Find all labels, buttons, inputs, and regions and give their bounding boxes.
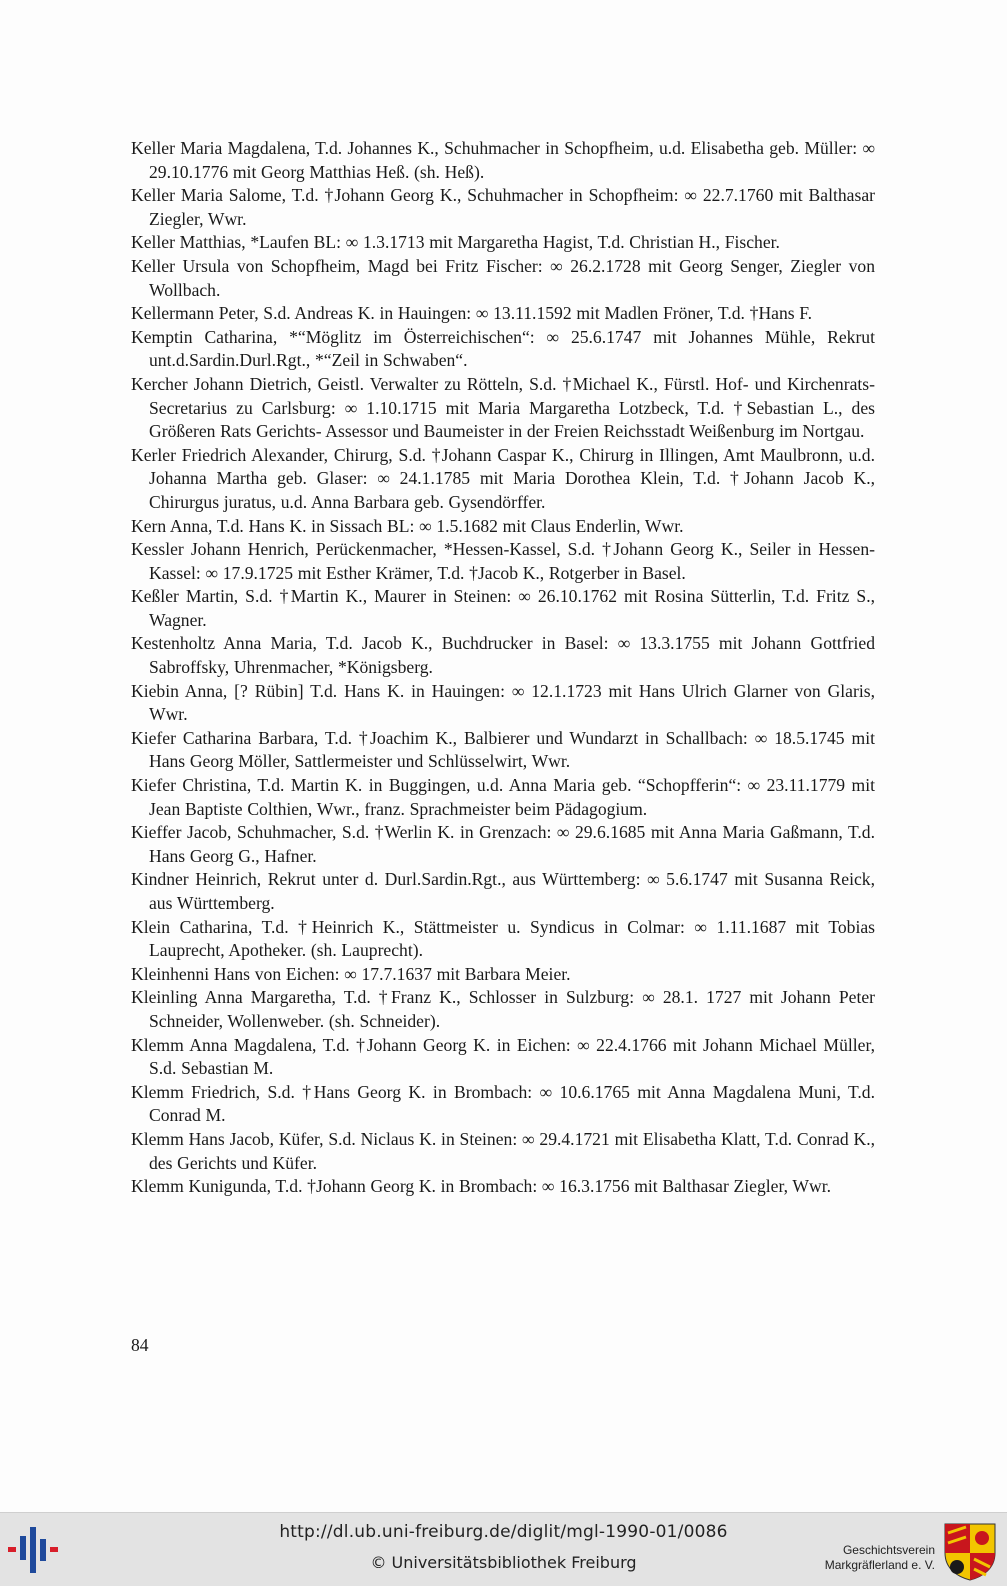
society-name-line1: Geschichtsverein (842, 1543, 935, 1557)
genealogy-entry: Keller Maria Salome, T.d. †Johann Georg K., Schuhmacher in Schopfheim: ∞ 22.7.1760 mit Balthasar Ziegler, Wwr. (131, 185, 875, 229)
genealogy-entry: Kiefer Catharina Barbara, T.d. †Joachim K., Balbierer und Wundarzt in Schallbach: ∞ 18.5.1745 mit Hans Georg Möller, Sattlermeister und Schlüsselwirt, Wwr. (131, 727, 875, 772)
genealogy-entry: Kleinhenni Hans von Eichen: ∞ 17.7.1637 mit Barbara Meier. (131, 963, 571, 984)
footer-copyright: © Universitätsbibliothek Freiburg (370, 1553, 637, 1572)
entry-list (131, 137, 875, 1199)
genealogy-entry: Keller Ursula von Schopfheim, Magd bei Fritz Fischer: ∞ 26.2.1728 mit Georg Senger, Ziegler von Wollbach. (131, 255, 875, 300)
page-number: 84 (131, 1335, 149, 1355)
genealogy-entry: Keller Maria Magdalena, T.d. Johannes K., Schuhmacher in Schopfheim, u.d. Elisabetha geb. Müller: ∞ 29.10.1776 mit Georg Matthias Heß. (sh. Heß). (131, 138, 875, 182)
genealogy-entry: Klemm Anna Magdalena, T.d. †Johann Georg K. in Eichen: ∞ 22.4.1766 mit Johann Michael Müller, S.d. Sebastian M. (131, 1034, 875, 1079)
genealogy-entry: Klemm Hans Jacob, Küfer, S.d. Niclaus K. in Steinen: ∞ 29.4.1721 mit Elisabetha Klatt, T.d. Conrad K., des Gerichts und Küfer. (131, 1128, 875, 1173)
genealogy-entry: Kercher Johann Dietrich, Geistl. Verwalter zu Rötteln, S.d. †Michael K., Fürstl. Hof- und Kirchenrats-Secretarius zu Carlsburg: ∞ 1.10.1715 mit Maria Margaretha Lotzbeck, T.d. †Sebastian L., des Größeren Rats Gerichts- Assessor und Baumeister in der Freien Reichsstadt Weißenburg im Nortgau. (131, 373, 875, 442)
genealogy-entry: Kiebin Anna, [? Rübin] T.d. Hans K. in Hauingen: ∞ 12.1.1723 mit Hans Ulrich Glarner von Glaris, Wwr. (131, 680, 875, 725)
footer-bar (0, 1512, 1007, 1586)
genealogy-entry: Kemptin Catharina, *“Möglitz im Österreichischen“: ∞ 25.6.1747 mit Johannes Mühle, Rekrut unt.d.Sardin.Durl.Rgt., *“Zeil in Schwaben“. (131, 326, 875, 371)
footer-url-link[interactable]: http://dl.ub.uni-freiburg.de/diglit/mgl-1990-01/0086 (279, 1522, 728, 1542)
genealogy-entry: Kleinling Anna Margaretha, T.d. †Franz K., Schlosser in Sulzburg: ∞ 28.1. 1727 mit Johann Peter Schneider, Wollenweber. (sh. Schneider). (131, 987, 875, 1031)
society-name-line2: Markgräflerland e. V. (824, 1558, 935, 1572)
genealogy-entry: Kestenholtz Anna Maria, T.d. Jacob K., Buchdrucker in Basel: ∞ 13.3.1755 mit Johann Gottfried Sabroffsky, Uhrenmacher, *Königsberg. (131, 633, 875, 678)
genealogy-entry: Klein Catharina, T.d. †Heinrich K., Stättmeister u. Syndicus in Colmar: ∞ 1.11.1687 mit Tobias Lauprecht, Apotheker. (sh. Lauprecht). (131, 916, 875, 961)
genealogy-entry: Kern Anna, T.d. Hans K. in Sissach BL: ∞ 1.5.1682 mit Claus Enderlin, Wwr. (131, 515, 684, 536)
genealogy-entry: Kerler Friedrich Alexander, Chirurg, S.d. †Johann Caspar K., Chirurg in Illingen, Amt Maulbronn, u.d. Johanna Martha geb. Glaser: ∞ 24.1.1785 mit Maria Dorothea Klein, T.d. †Johann Jacob K., Chirurgus juratus, u.d. Anna Barbara geb. Gysendörffer. (131, 444, 875, 512)
genealogy-entry: Kieffer Jacob, Schuhmacher, S.d. †Werlin K. in Grenzach: ∞ 29.6.1685 mit Anna Maria Gaßmann, T.d. Hans Georg G., Hafner. (131, 822, 875, 866)
genealogy-entry: Kellermann Peter, S.d. Andreas K. in Hauingen: ∞ 13.11.1592 mit Madlen Fröner, T.d. †Hans F. (131, 303, 813, 324)
genealogy-entry: Klemm Kunigunda, T.d. †Johann Georg K. in Brombach: ∞ 16.3.1756 mit Balthasar Ziegler, Wwr. (131, 1176, 831, 1197)
genealogy-entry: Keßler Martin, S.d. †Martin K., Maurer in Steinen: ∞ 26.10.1762 mit Rosina Sütterlin, T.d. Fritz S., Wagner. (131, 586, 875, 630)
genealogy-entry: Kessler Johann Henrich, Perückenmacher, *Hessen-Kassel, S.d. †Johann Georg K., Seiler in Hessen-Kassel: ∞ 17.9.1725 mit Esther Krämer, T.d. †Jacob K., Rotgerber in Basel. (131, 539, 875, 583)
genealogy-entry: Keller Matthias, *Laufen BL: ∞ 1.3.1713 mit Margaretha Hagist, T.d. Christian H., Fischer. (131, 232, 780, 253)
society-name (805, 1543, 935, 1573)
genealogy-entry: Kiefer Christina, T.d. Martin K. in Buggingen, u.d. Anna Maria geb. “Schopfferin“: ∞ 23.11.1779 mit Jean Baptiste Colthien, Wwr., franz. Sprachmeister beim Pädagogium. (131, 775, 875, 819)
coat-of-arms-icon (944, 1523, 996, 1581)
genealogy-entry: Kindner Heinrich, Rekrut unter d. Durl.Sardin.Rgt., aus Württemberg: ∞ 5.6.1747 mit Susanna Reick, aus Württemberg. (131, 869, 875, 913)
genealogy-entry: Klemm Friedrich, S.d. †Hans Georg K. in Brombach: ∞ 10.6.1765 mit Anna Magdalena Muni, T.d. Conrad M. (131, 1081, 875, 1126)
